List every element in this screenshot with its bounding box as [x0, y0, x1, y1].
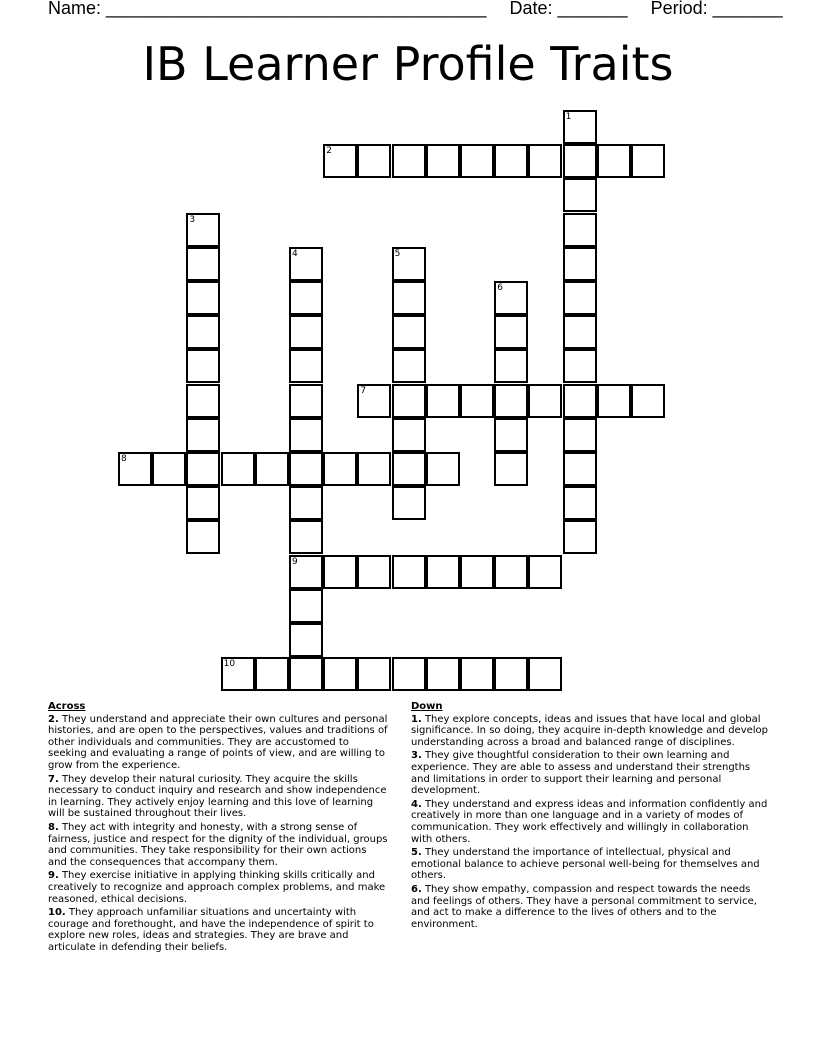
grid-cell[interactable] [563, 178, 597, 212]
period-field: Period: _______ [650, 0, 783, 18]
grid-cell[interactable] [186, 384, 220, 418]
grid-cell[interactable] [426, 657, 460, 691]
grid-cell[interactable] [255, 452, 289, 486]
grid-cell[interactable] [597, 144, 631, 178]
grid-cell[interactable] [528, 657, 562, 691]
grid-cell[interactable] [118, 452, 152, 486]
grid-cell[interactable] [563, 384, 597, 418]
grid-cell[interactable] [186, 247, 220, 281]
grid-cell[interactable] [392, 555, 426, 589]
clue-number: 4 [292, 248, 298, 259]
grid-cell[interactable] [323, 452, 357, 486]
grid-cell[interactable] [528, 144, 562, 178]
grid-cell[interactable] [426, 452, 460, 486]
grid-cell[interactable] [289, 452, 323, 486]
grid-cell[interactable] [289, 623, 323, 657]
grid-cell[interactable] [357, 657, 391, 691]
grid-cell[interactable] [392, 281, 426, 315]
grid-cell[interactable] [357, 555, 391, 589]
grid-cell[interactable] [323, 144, 357, 178]
across-clues [48, 701, 388, 955]
grid-cell[interactable] [323, 555, 357, 589]
grid-cell[interactable] [289, 315, 323, 349]
grid-cell[interactable] [563, 213, 597, 247]
clue-number: 3 [189, 214, 196, 225]
down-heading: Down [411, 701, 443, 712]
grid-cell[interactable] [494, 555, 528, 589]
grid-cell[interactable] [563, 247, 597, 281]
grid-cell[interactable] [186, 520, 220, 554]
grid-cell[interactable] [289, 281, 323, 315]
grid-cell[interactable] [563, 349, 597, 383]
grid-cell[interactable] [392, 452, 426, 486]
grid-cell[interactable] [494, 657, 528, 691]
grid-cell[interactable] [392, 418, 426, 452]
grid-cell[interactable] [494, 384, 528, 418]
grid-cell[interactable] [221, 452, 255, 486]
clue-number: 8 [121, 454, 127, 464]
grid-cell[interactable] [563, 281, 597, 315]
grid-cell[interactable] [392, 384, 426, 418]
clue-down-6: 6. They show empathy, compassion and respect towards the needs and feelings of others. They have a personal commitment to service, and act to make a difference to the lives of others and to the environment. [411, 883, 757, 930]
grid-cell[interactable] [460, 657, 494, 691]
grid-cell[interactable] [563, 520, 597, 554]
grid-cell[interactable] [152, 452, 186, 486]
grid-cell[interactable] [357, 384, 391, 418]
grid-cell[interactable] [392, 247, 426, 281]
grid-cell[interactable] [255, 657, 289, 691]
grid-cell[interactable] [460, 555, 494, 589]
clue-across-8: 8. They act with integrity and honesty, with a strong sense of fairness, justice and respect for the dignity of the individual, groups and communities. They take responsibility for their own actions and the consequences that accompany them. [48, 821, 388, 868]
down-clues [411, 701, 771, 932]
grid-cell[interactable] [221, 657, 255, 691]
grid-cell[interactable] [392, 315, 426, 349]
clue-down-1: 1. They explore concepts, ideas and issues that have local and global significance. In so doing, they acquire in-depth knowledge and develop understanding across a broad and balanced range of disciplines. [411, 713, 769, 748]
grid-cell[interactable] [563, 418, 597, 452]
grid-cell[interactable] [357, 144, 391, 178]
grid-cell[interactable] [392, 144, 426, 178]
clue-number: 9 [292, 556, 298, 567]
grid-cell[interactable] [289, 349, 323, 383]
grid-cell[interactable] [289, 384, 323, 418]
grid-cell[interactable] [426, 144, 460, 178]
grid-cell[interactable] [392, 349, 426, 383]
grid-cell[interactable] [631, 384, 665, 418]
grid-cell[interactable] [392, 486, 426, 520]
grid-cell[interactable] [186, 281, 220, 315]
grid-cell[interactable] [494, 452, 528, 486]
grid-cell[interactable] [563, 486, 597, 520]
grid-cell[interactable] [563, 110, 597, 144]
clue-across-2: 2. They understand and appreciate their own cultures and personal histories, and are open to the perspectives, values and traditions of other individuals and communities. They are accustomed to seeking and evaluating a range of points of view, and are willing to grow from the experience. [48, 713, 388, 771]
clue-number: 7 [360, 385, 367, 396]
grid-cell[interactable] [426, 384, 460, 418]
clue-number: 6 [497, 283, 503, 293]
grid-cell[interactable] [597, 384, 631, 418]
grid-cell[interactable] [289, 418, 323, 452]
grid-cell[interactable] [289, 589, 323, 623]
grid-cell[interactable] [426, 555, 460, 589]
grid-cell[interactable] [494, 418, 528, 452]
clue-number: 10 [223, 659, 236, 670]
clue-across-7: 7. They develop their natural curiosity. They acquire the skills necessary to conduct inquiry and research and show independence in learning. They actively enjoy learning and this love of learning will be sustained throughout their lives. [48, 773, 387, 820]
grid-cell[interactable] [186, 315, 220, 349]
clue-down-4: 4. They understand and express ideas and information confidently and creatively in more than one language and in a variety of modes of communication. They work effectively and willingly in collaboration with others. [411, 798, 768, 845]
clue-across-10: 10. They approach unfamiliar situations and uncertainty with courage and forethought, and have the independence of spirit to explore new roles, ideas and strategies. They are brave and articulate in defending their beliefs. [48, 907, 374, 953]
grid-cell[interactable] [289, 247, 323, 281]
grid-cell[interactable] [494, 144, 528, 178]
clue-down-3: 3. They give thoughtful consideration to their own learning and experience. They are able to assess and understand their strengths and limitations in order to support their learning and personal development. [411, 750, 751, 797]
grid-cell[interactable] [494, 281, 528, 315]
grid-cell[interactable] [186, 213, 220, 247]
grid-cell[interactable] [563, 144, 597, 178]
clue-number: 2 [326, 146, 332, 157]
grid-cell[interactable] [494, 349, 528, 383]
grid-cell[interactable] [186, 418, 220, 452]
grid-cell[interactable] [289, 486, 323, 520]
puzzle-title: IB Learner Profile Traits [142, 37, 674, 91]
clue-number: 5 [394, 248, 401, 259]
grid-cell[interactable] [460, 384, 494, 418]
name-field: Name: ______________________________________ [48, 0, 487, 18]
clue-across-9: 9. They exercise initiative in applying thinking skills critically and creatively to recognize and approach complex problems, and make reasoned, ethical decisions. [48, 870, 386, 905]
grid-cell[interactable] [563, 315, 597, 349]
grid-cell[interactable] [528, 384, 562, 418]
grid-cell[interactable] [186, 349, 220, 383]
grid-cell[interactable] [289, 657, 323, 691]
grid-cell[interactable] [494, 315, 528, 349]
grid-cell[interactable] [289, 555, 323, 589]
grid-cell[interactable] [460, 144, 494, 178]
clue-down-5: 5. They understand the importance of intellectual, physical and emotional balance to achieve personal well-being for themselves and others. [411, 847, 760, 882]
grid-cell[interactable] [392, 657, 426, 691]
clue-number: 1 [565, 112, 572, 122]
grid-cell[interactable] [563, 452, 597, 486]
grid-cell[interactable] [528, 555, 562, 589]
grid-cell[interactable] [186, 452, 220, 486]
date-field: Date: _______ [509, 0, 628, 18]
grid-cell[interactable] [186, 486, 220, 520]
grid-cell[interactable] [357, 452, 391, 486]
grid-cell[interactable] [323, 657, 357, 691]
grid-cell[interactable] [289, 520, 323, 554]
grid-cell[interactable] [631, 144, 665, 178]
across-heading: Across [48, 701, 86, 712]
